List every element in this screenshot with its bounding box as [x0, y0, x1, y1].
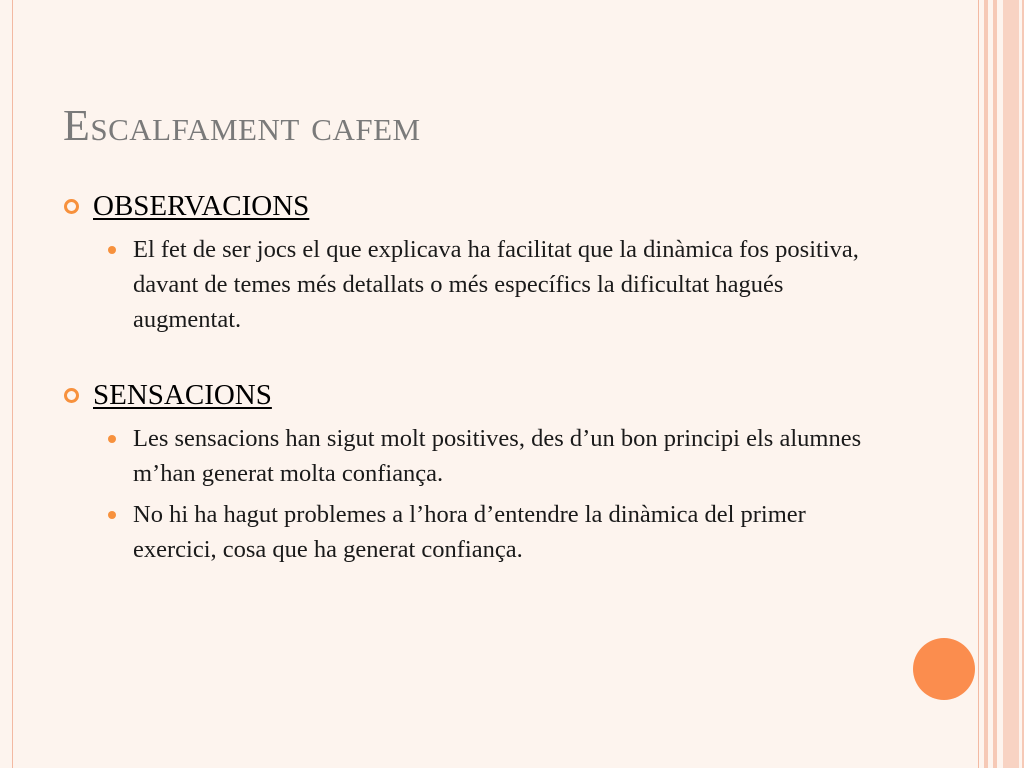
section-sensacions	[62, 375, 882, 567]
bullet-list	[62, 232, 882, 337]
section-heading	[62, 186, 882, 226]
section-heading-label: OBSERVACIONS	[93, 190, 310, 222]
bullet-list	[62, 421, 882, 567]
dot-bullet-icon	[108, 246, 116, 254]
right-decor-stripe	[978, 0, 979, 768]
right-decor-stripe	[1003, 0, 1019, 768]
right-decor-stripe	[993, 0, 997, 768]
dot-bullet-icon	[108, 435, 116, 443]
left-border-rule	[12, 0, 13, 768]
list-item-text: El fet de ser jocs el que explicava ha facilitat que la dinàmica fos positiva, davant de temes més detallats o més específics la dificultat hagués augmentat.	[133, 236, 859, 333]
section-heading	[62, 375, 882, 415]
list-item-text: No hi ha hagut problemes a l’hora d’entendre la dinàmica del primer exercici, cosa que ha generat confiança.	[133, 501, 806, 563]
decorative-circle	[913, 638, 975, 700]
section-heading-label: SENSACIONS	[93, 379, 272, 411]
list-item	[62, 232, 882, 337]
slide-title: Escalfament cafem	[63, 101, 421, 150]
list-item	[62, 497, 882, 567]
dot-bullet-icon	[108, 511, 116, 519]
section-observacions	[62, 186, 882, 337]
list-item-text: Les sensacions han sigut molt positives, des d’un bon principi els alumnes m’han generat molta confiança.	[133, 425, 862, 487]
slide-content	[62, 186, 882, 573]
ring-bullet-icon	[64, 199, 79, 214]
right-decor-stripe	[984, 0, 988, 768]
list-item	[62, 421, 882, 491]
ring-bullet-icon	[64, 388, 79, 403]
